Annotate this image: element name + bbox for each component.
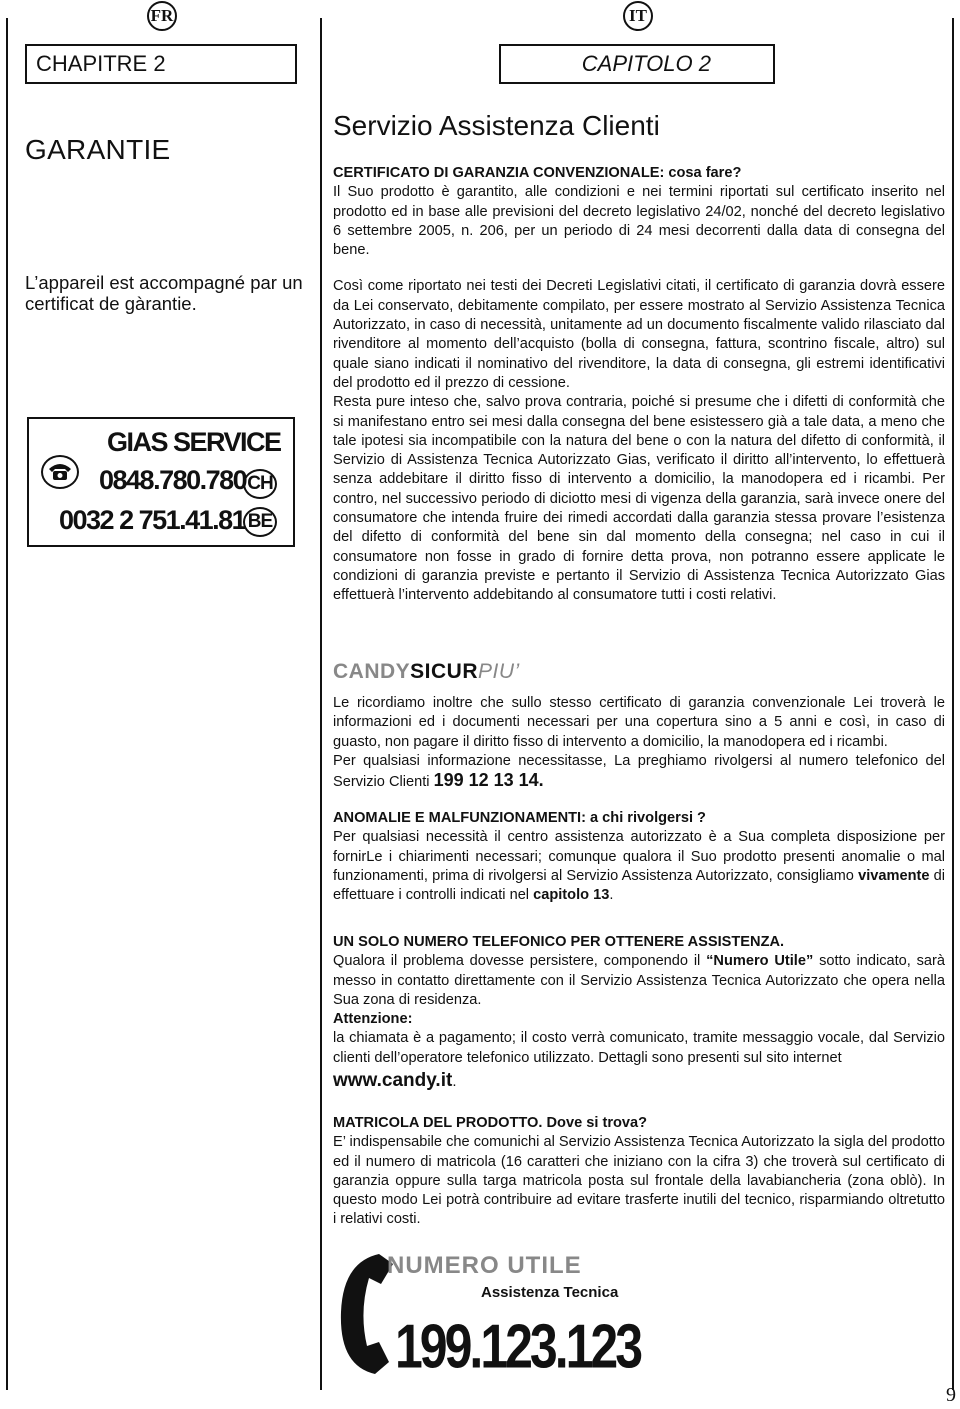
single-number-title: UN SOLO NUMERO TELEFONICO PER OTTENERE ASSISTENZA. [333,934,785,950]
logo-sicur: SICUR [410,660,479,683]
anomalies-text-vivamente: vivamente [858,867,930,884]
warranty-paragraph-3: Resta pure inteso che, salvo prova contraria, poiché si presume che i difetti di conformità che si manifestano entro sei mesi dalla consegna del bene esistessero già a tale data, a meno che tale ipotesi sia incompatibile con la natura del bene o con la natura del difetto di conformità, il Servizio di Assistenza Tecnica Autorizzato Gias, verificato il diritto all’intervento, lo effettuerà senza addebitare il diritto fisso di intervento a domicilio, la manodopera ed i ricambi. Per contro, nel successivo periodo di diciotto mesi di vigenza della garanzia, sarà invece onere del consumatore che intenda fruire dei rimedi accordati dalla garanzia stessa provare l’esistenza del difetto di conformità del bene sin dal momento della consegna; nel caso in cui il consumatore non fosse in grado di fornire detta prova, non potranno essere applicate le condizioni di garanzia previste e pertanto il Servizio di Assistenza Tecnica Autorizzato Gias effettuerà l’intervento addebitando al consumatore tutti i costi relativi. [333,394,945,604]
phone-icon-glyph [43,457,77,487]
fr-chapter-box [25,44,297,84]
numero-utile-graphic [335,1250,641,1390]
right-margin-rule [952,18,954,1390]
customer-service-text: Per qualsiasi informazione necessitasse, La preghiamo rivolgersi al numero telefonico del Servizio Clienti [333,752,945,791]
be-phone-number: 0032 2 751.41.81 [59,505,246,535]
be-country-badge: BE [243,507,277,537]
attention-paragraph: la chiamata è a pagamento; il costo verrà comunicato, tramite messaggio vocale, dal Servizio clienti dell’operatore telefonico utilizzato. Dettagli sono presenti sul sito internet [333,1030,945,1066]
ch-country-badge: CH [243,469,277,499]
anomalies-section [333,809,945,905]
numero-utile-label: “Numero Utile” [706,953,814,970]
numero-utile-number: 199.123.123 [395,1311,641,1382]
extended-warranty-section [333,694,945,792]
it-chapter-box [499,44,775,84]
warranty-paragraph-1: Il Suo prodotto è garantito, alle condizioni e nei termini riportati sul certificato inserito nel prodotto ed in base alle previsioni del decreto legislativo 24/02, nonché del decreto legislativo 6 settembre 2005, n. 206, per un periodo di 24 mesi decorrenti dalla data di consegna del bene. [333,184,945,259]
gias-service-title: GIAS SERVICE [107,427,281,457]
logo-piu: PIU’ [478,660,520,683]
anomalies-paragraph [333,828,945,905]
phone-icon [41,455,79,489]
serial-number-section [333,1114,945,1230]
attention-label: Attenzione: [333,1011,413,1028]
single-number-text-c: sotto indicato, sarà messo in contatto direttamente con il Servizio Assistenza Tecnica Autorizzato che opera nella Sua zona di residenza. [333,953,946,1008]
warranty-section [333,164,945,606]
logo-candy: CANDY [333,660,411,683]
anomalies-text-a: Per qualsiasi necessità il centro assistenza autorizzato è a Sua completa disposizione per fornirLe i chiarimenti necessari; comunque qualora il Suo prodotto presenti anomalie o mal funzionamenti, prima di rivolgersi al Servizio Assistenza Autorizzato, consigliamo [333,829,945,884]
extended-warranty-paragraph: Le ricordiamo inoltre che sullo stesso certificato di garanzia convenzionale Lei troverà le informazioni ed i documenti necessari per una copertura sino a 5 anni e così, in caso di guasto, non pagare il diritto fisso di intervento a domicilio, la manodopera ed i ricambi. [333,695,945,750]
website-line [333,1070,945,1092]
numero-utile-title: NUMERO UTILE [387,1252,582,1279]
serial-number-title: MATRICOLA DEL PRODOTTO. Dove si trova? [333,1115,648,1131]
numero-utile-subtitle: Assistenza Tecnica [481,1284,619,1301]
single-number-text-a: Qualora il problema dovesse persistere, componendo il [333,953,701,970]
customer-service-paragraph [333,752,945,793]
ch-phone-number: 0848.780.780 [99,465,247,495]
it-chapter-label: CAPITOLO 2 [581,51,711,76]
customer-service-number: 199 12 13 14. [433,770,544,791]
serial-number-paragraph: E’ indispensabile che comunichi al Servizio Assistenza Tecnica Autorizzato la sigla del prodotto ed il numero di matricola (16 caratteri che iniziano con la cifra 3) che troverà sul certificato di garanzia oppure sulla targa matricola posta sul frontale della lavabiancheria (zona oblò). In questo modo Lei potrà contribuire ad evitare trasferte inutili del tecnico, risparmiando oltretutto i relativi costi. [333,1134,945,1228]
phone-handset-icon [335,1250,395,1380]
fr-title: GARANTIE [25,134,171,165]
website-dot: . [452,1073,457,1091]
single-number-section [333,933,945,1092]
anomalies-text-c: di effettuare i controlli indicati nel [333,867,946,904]
single-number-paragraph [333,952,945,1010]
warranty-paragraph-2: Così come riportato nei testi dei Decreti Legislativi citati, il certificato di garanzia dovrà essere da Lei conservato, debitamente compilato, per essere mostrato al Servizio Assistenza Tecnica Autorizzato, in caso di necessità, unitamente ad un documento fiscalmente valido rilasciato dal rivenditore al momento dell’acquisto (bolla di consegna, fattura, scontrino fiscale, altro) sul quale siano indicati il nominativo del rivenditore, la data di consegna, gli estremi identificativi del prodotto ed il prezzo di cessione. [333,278,945,391]
fr-warranty-note: L’appareil est accompagné par un certificat de gàrantie. [25,272,303,314]
fr-language-badge: FR [147,1,177,31]
center-rule [320,18,322,1390]
website-link[interactable]: www.candy.it [333,1070,453,1092]
anomalies-title: ANOMALIE E MALFUNZIONAMENTI: a chi rivolgersi ? [333,810,706,826]
candysicurpiu-logo [333,660,520,684]
page-number: 9 [946,1384,956,1406]
gias-service-box [27,417,295,547]
page-heading: Servizio Assistenza Clienti [333,110,660,141]
left-margin-rule [6,18,8,1390]
it-language-badge: IT [623,1,653,31]
anomalies-text-chapter: capitolo 13 [533,887,610,904]
warranty-certificate-title: CERTIFICATO DI GARANZIA CONVENZIONALE: cosa fare? [333,165,742,181]
fr-chapter-label: CHAPITRE 2 [36,51,166,76]
anomalies-text-end: . [609,887,614,904]
